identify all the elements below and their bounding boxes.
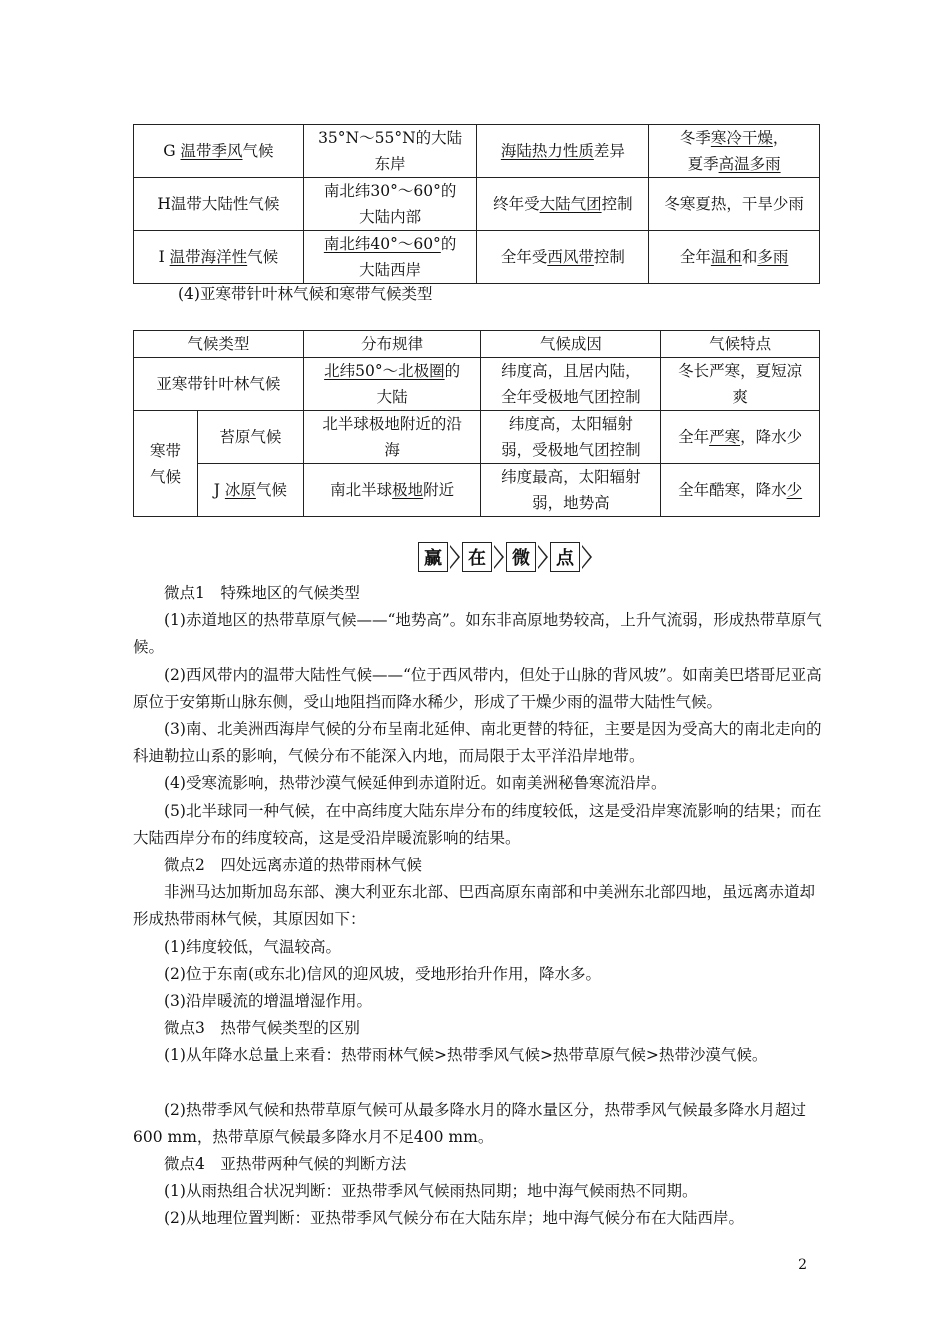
feature-cell: 全年严寒，降水少 [661, 411, 820, 464]
table-header-row [134, 331, 820, 358]
section-banner [418, 542, 594, 572]
paragraph: (3)南、北美洲西海岸气候的分布呈南北延伸、南北更替的特征，主要是因为受高大的南北走向的科迪勒拉山系的影响，气候分布不能深入内地，而局限于太平洋沿岸地带。 [133, 720, 822, 766]
cause-cell: 全年受西风带控制 [477, 231, 649, 284]
paragraph: (2)位于东南(或东北)信风的迎风坡，受地形抬升作用，降水多。 [164, 964, 602, 983]
climate-type-cell: 苔原气候 [197, 411, 303, 464]
table-row [134, 358, 820, 411]
climate-type-cell: J 冰原气候 [197, 464, 303, 517]
page-number: 2 [798, 1257, 807, 1273]
cause-cell: 纬度高，且居内陆， 全年受极地气团控制 [481, 358, 661, 411]
feature-cell: 全年酷寒，降水少 [661, 464, 820, 517]
paragraph: (4)受寒流影响，热带沙漠气候延伸到赤道附近。如南美洲秘鲁寒流沿岸。 [164, 774, 667, 793]
cause-cell: 终年受大陆气团控制 [477, 178, 649, 231]
climate-type-cell: I 温带海洋性气候 [134, 231, 304, 284]
banner-char: 微 [506, 542, 536, 572]
banner-char: 赢 [418, 542, 448, 572]
subheading: 微点2 四处远离赤道的热带雨林气候 [164, 856, 422, 875]
paragraph: (1)纬度较低，气温较高。 [164, 937, 341, 956]
cause-cell: 纬度高，太阳辐射 弱，受极地气团控制 [481, 411, 661, 464]
distribution-cell: 南北纬40°～60°的 大陆西岸 [303, 231, 477, 284]
body-text [133, 580, 823, 1233]
paragraph: (2)从地理位置判断：亚热带季风气候分布在大陆东岸；地中海气候分布在大陆西岸。 [164, 1209, 744, 1228]
climate-type-cell: G 温带季风气候 [134, 125, 304, 178]
paragraph: (1)赤道地区的热带草原气候——“地势高”。如东非高原地势较高，上升气流弱，形成热带草原气候。 [133, 611, 822, 657]
distribution-cell: 北半球极地附近的沿 海 [303, 411, 481, 464]
table-row [134, 464, 820, 517]
climate-type-cell: 亚寒带针叶林气候 [134, 358, 304, 411]
distribution-cell: 南北半球极地附近 [303, 464, 481, 517]
distribution-cell: 南北纬30°～60°的 大陆内部 [303, 178, 477, 231]
climate-table-temperate [133, 124, 820, 284]
frigid-label-cell: 寒带 气候 [134, 411, 198, 517]
climate-type-cell: H温带大陆性气候 [134, 178, 304, 231]
subheading: 微点1 特殊地区的气候类型 [164, 584, 360, 602]
table-row [134, 231, 820, 284]
subheading: 微点3 热带气候类型的区别 [164, 1019, 360, 1038]
banner-char: 在 [462, 542, 492, 572]
paragraph: (3)沿岸暖流的增温增湿作用。 [164, 992, 372, 1011]
feature-cell: 冬长严寒，夏短凉 爽 [661, 358, 820, 411]
feature-cell: 冬寒夏热，干旱少雨 [649, 178, 820, 231]
cause-cell: 海陆热力性质差异 [477, 125, 649, 178]
paragraph: (2)西风带内的温带大陆性气候——“位于西风带内，但处于山脉的背风坡”。如南美巴塔哥尼亚高原位于安第斯山脉东侧，受山地阻挡而降水稀少，形成了干燥少雨的温带大陆性气候。 [133, 665, 822, 711]
table-row [134, 178, 820, 231]
table-row [134, 125, 820, 178]
header-cell: 气候成因 [481, 331, 661, 358]
distribution-cell: 北纬50°～北极圈的 大陆 [303, 358, 481, 411]
feature-cell: 全年温和和多雨 [649, 231, 820, 284]
distribution-cell: 35°N～55°N的大陆 东岸 [303, 125, 477, 178]
header-cell: 分布规律 [303, 331, 481, 358]
cause-cell: 纬度最高，太阳辐射 弱，地势高 [481, 464, 661, 517]
table-row [134, 411, 820, 464]
paragraph: (5)北半球同一种气候，在中高纬度大陆东岸分布的纬度较低，这是受沿岸寒流影响的结果；而在大陆西岸分布的纬度较高，这是受沿岸暖流影响的结果。 [133, 801, 822, 847]
header-cell: 气候特点 [661, 331, 820, 358]
paragraph: (2)热带季风气候和热带草原气候可从最多降水月的降水量区分，热带季风气候最多降水月超过600 mm，热带草原气候最多降水月不足400 mm。 [133, 1100, 806, 1146]
table-caption: (4)亚寒带针叶林气候和寒带气候类型 [178, 285, 433, 303]
paragraph: (1)从年降水总量上来看：热带雨林气候>热带季风气候>热带草原气候>热带沙漠气候。 [164, 1046, 768, 1065]
banner-char: 点 [550, 542, 580, 572]
subheading: 微点4 亚热带两种气候的判断方法 [164, 1155, 407, 1174]
paragraph: (1)从雨热组合状况判断：亚热带季风气候雨热同期；地中海气候雨热不同期。 [164, 1182, 698, 1201]
header-cell: 气候类型 [134, 331, 304, 358]
paragraph: 非洲马达加斯加岛东部、澳大利亚东北部、巴西高原东南部和中美洲东北部四地，虽远离赤道却形成热带雨林气候，其原因如下： [133, 883, 816, 929]
feature-cell: 冬季寒冷干燥， 夏季高温多雨 [649, 125, 820, 178]
climate-table-cold [133, 330, 820, 517]
